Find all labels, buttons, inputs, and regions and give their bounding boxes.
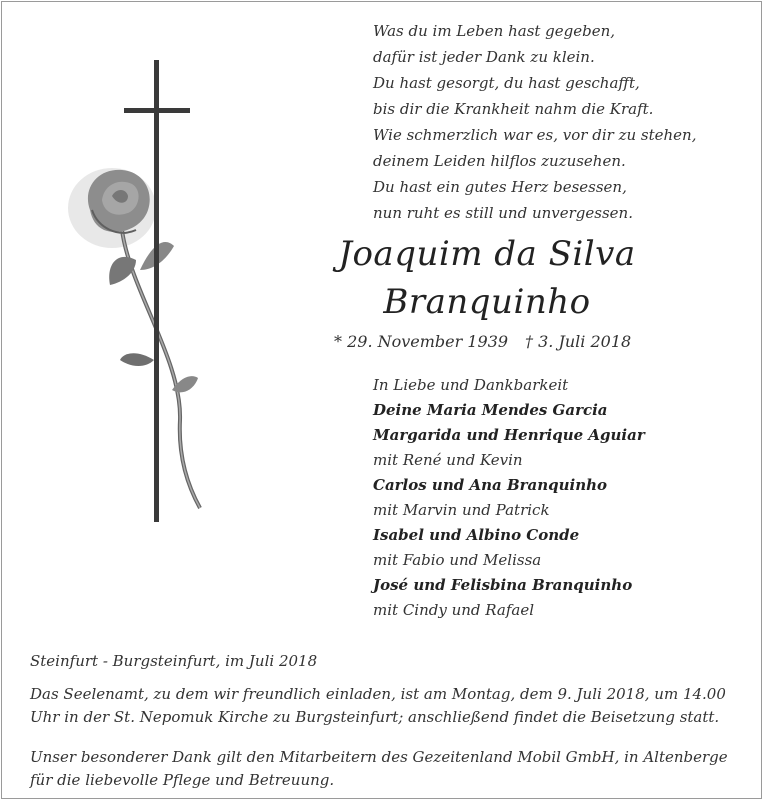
mourner-line: José und Felisbina Branquinho <box>373 576 633 594</box>
poem-line: dafür ist jeder Dank zu klein. <box>373 48 595 66</box>
death-date: † 3. Juli 2018 <box>525 332 632 351</box>
poem-line: bis dir die Krankheit nahm die Kraft. <box>373 100 654 118</box>
poem <box>373 18 696 226</box>
poem-line: nun ruht es still und unvergessen. <box>373 204 633 222</box>
mourner-line: Margarida und Henrique Aguiar <box>373 426 645 444</box>
birth-date: * 29. November 1939 <box>334 332 509 351</box>
mourners-list <box>373 373 645 623</box>
mourner-line: In Liebe und Dankbarkeit <box>373 376 569 394</box>
place-date: Steinfurt - Burgsteinfurt, im Juli 2018 <box>30 652 318 670</box>
poem-line: Du hast ein gutes Herz besessen, <box>373 178 627 196</box>
poem-line: Was du im Leben hast gegeben, <box>373 22 616 40</box>
mourner-line: Carlos und Ana Branquinho <box>373 476 608 494</box>
deceased-name-line1: Joaquim da Silva <box>338 234 636 274</box>
poem-line: Du hast gesorgt, du hast geschafft, <box>373 74 640 92</box>
obituary-card <box>1 1 762 799</box>
mourner-line: mit Cindy und Rafael <box>373 601 535 619</box>
rose-icon <box>68 168 200 508</box>
rose-cross-illustration <box>62 60 202 530</box>
mourner-line: mit Marvin und Patrick <box>373 501 550 519</box>
service-notice: Das Seelenamt, zu dem wir freundlich einladen, ist am Montag, dem 9. Juli 2018, um 14.00 Uhr in der St. Nepomuk Kirche zu Burgsteinfurt; anschließend findet die Beisetzung statt. <box>30 685 726 726</box>
mourner-line: mit Fabio und Melissa <box>373 551 542 569</box>
thanks-notice: Unser besonderer Dank gilt den Mitarbeitern des Gezeitenland Mobil GmbH, in Altenberge für die liebevolle Pflege und Betreuung. <box>30 748 728 789</box>
mourner-line: Isabel und Albino Conde <box>373 526 580 544</box>
poem-line: Wie schmerzlich war es, vor dir zu stehen, <box>373 126 697 144</box>
deceased-name-line2: Branquinho <box>383 282 591 322</box>
poem-line: deinem Leiden hilflos zuzusehen. <box>373 152 626 170</box>
mourner-line: Deine Maria Mendes Garcia <box>373 401 608 419</box>
mourner-line: mit René und Kevin <box>373 451 523 469</box>
